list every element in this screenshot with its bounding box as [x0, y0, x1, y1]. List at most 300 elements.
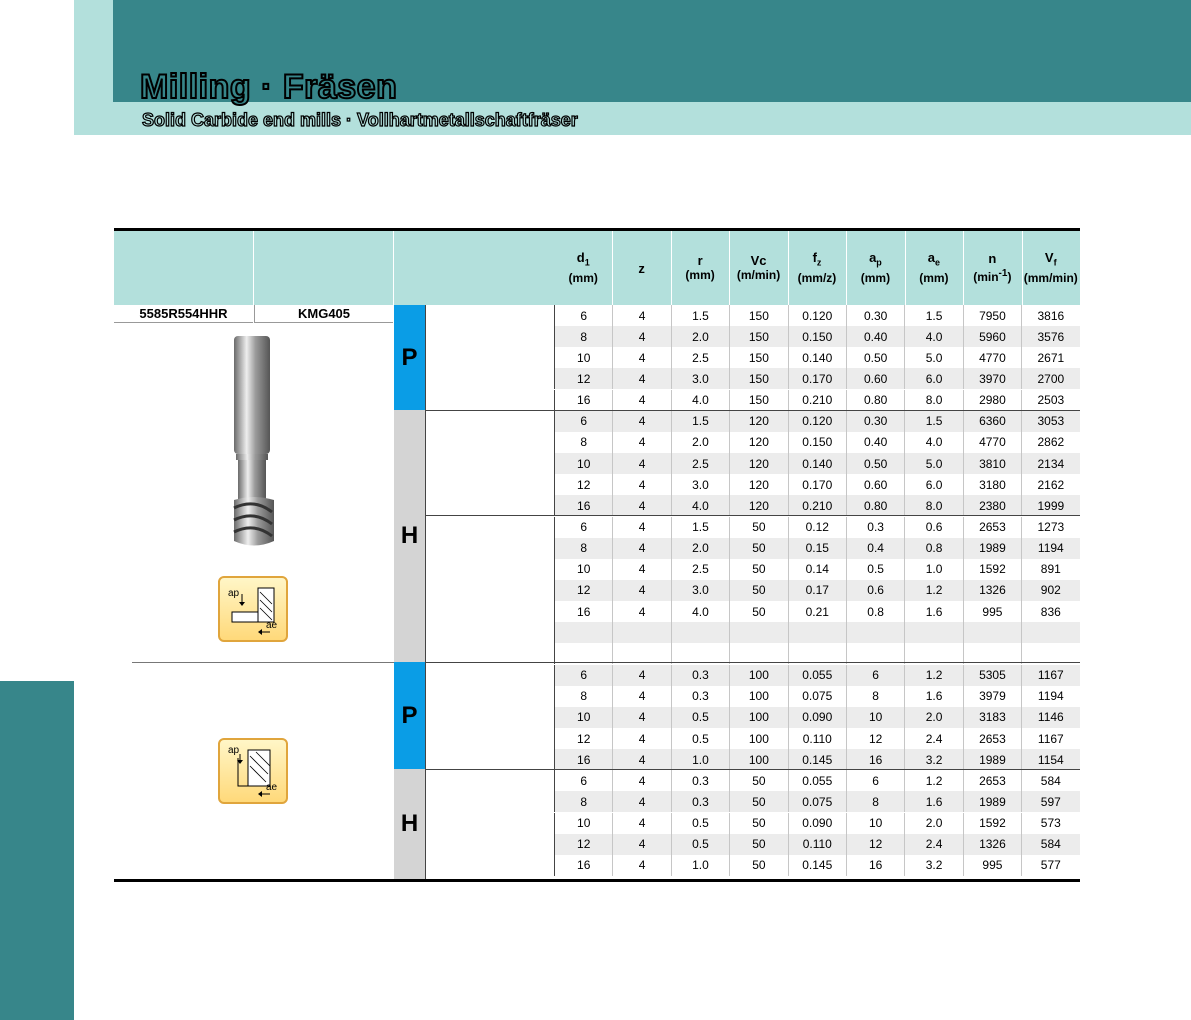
table-cell: 0.30 [846, 411, 904, 432]
column-header [671, 231, 729, 305]
table-cell: 1.0 [671, 855, 729, 876]
header-divider [1022, 231, 1023, 305]
table-cell: 4 [612, 580, 670, 601]
side-milling-icon [218, 576, 288, 642]
column-header [612, 231, 670, 305]
table-cell: 0.170 [788, 368, 846, 389]
table-cell: 2.5 [671, 347, 729, 368]
table-cell: 150 [729, 347, 787, 368]
table-cell: 1146 [1021, 707, 1079, 728]
column-header-symbol: Vc [750, 253, 767, 268]
table-cell: 995 [963, 601, 1021, 622]
table-cell: 8.0 [904, 390, 962, 411]
column-header-unit: (mm) [568, 270, 598, 285]
table-row [554, 707, 1080, 728]
table-cell: 577 [1021, 855, 1079, 876]
slot-milling-icon [218, 738, 288, 804]
table-cell: 10 [554, 559, 612, 580]
table-row [554, 855, 1080, 876]
table-cell: 1989 [963, 538, 1021, 559]
table-cell: 4 [612, 601, 670, 622]
table-cell: 3053 [1021, 411, 1079, 432]
table-row [554, 601, 1080, 622]
table-cell: 1989 [963, 749, 1021, 770]
end-mill-image [226, 336, 282, 551]
table-row [554, 622, 1080, 643]
table-cell: 6 [554, 665, 612, 686]
table-cell: 6 [846, 770, 904, 791]
table-cell: 3576 [1021, 326, 1079, 347]
icon-label-ae: ae [266, 620, 278, 631]
material-p-block: P [394, 662, 425, 769]
table-cell: 120 [729, 495, 787, 516]
column-header-unit: (mm) [919, 270, 949, 285]
table-cell: 891 [1021, 559, 1079, 580]
table-cell: 16 [554, 601, 612, 622]
table-cell: 0.60 [846, 368, 904, 389]
table-cell: 573 [1021, 813, 1079, 834]
table-cell: 8 [554, 686, 612, 707]
column-header [729, 231, 787, 305]
column-header-symbol: r [697, 253, 703, 268]
column-header-symbol: $a_e$ [927, 250, 940, 268]
header-band-light-left [74, 102, 114, 135]
column-header-symbol: $d_1$ [576, 250, 590, 268]
table-cell: 0.5 [671, 813, 729, 834]
table-cell: 0.145 [788, 749, 846, 770]
table-cell: 12 [554, 728, 612, 749]
table-cell: 4 [612, 432, 670, 453]
table-cell: 7950 [963, 305, 1021, 326]
column-header-unit: (mm) [685, 268, 715, 282]
table-cell: 1.2 [904, 580, 962, 601]
column-header [554, 231, 612, 305]
icon-label-ap: ap [228, 588, 240, 599]
table-cell: 0.170 [788, 474, 846, 495]
table-cell: 50 [729, 813, 787, 834]
table-cell: 0.3 [671, 791, 729, 812]
table-cell: 3.0 [671, 474, 729, 495]
table-cell: 120 [729, 453, 787, 474]
table-cell: 50 [729, 538, 787, 559]
column-header-unit: (mm/z) [797, 270, 837, 285]
table-row [554, 791, 1080, 812]
table-cell: 2671 [1021, 347, 1079, 368]
table-cell: 1.5 [904, 305, 962, 326]
column-header [846, 231, 904, 305]
table-cell [788, 622, 846, 643]
table-row [554, 665, 1080, 686]
table-cell: 2.0 [904, 813, 962, 834]
column-header-symbol: $f_z$ [812, 250, 822, 268]
table-cell [1021, 622, 1079, 643]
table-cell: 2380 [963, 495, 1021, 516]
table-cell: 2162 [1021, 474, 1079, 495]
table-cell: 4 [612, 770, 670, 791]
table-cell: 0.5 [846, 559, 904, 580]
table-cell: 4 [612, 707, 670, 728]
table-cell: 10 [554, 707, 612, 728]
header-divider [612, 231, 613, 305]
table-cell: 5305 [963, 665, 1021, 686]
table-cell: 2.0 [671, 326, 729, 347]
table-cell: 4 [612, 453, 670, 474]
table-cell: 0.090 [788, 707, 846, 728]
table-cell: 4 [612, 305, 670, 326]
table-cell: 1.2 [904, 770, 962, 791]
table-cell: 2653 [963, 728, 1021, 749]
table-cell: 1273 [1021, 517, 1079, 538]
table-cell: 597 [1021, 791, 1079, 812]
header-divider [963, 231, 964, 305]
column-header [963, 231, 1021, 305]
table-cell: 4 [612, 559, 670, 580]
table-cell: 4 [612, 538, 670, 559]
table-cell: 4.0 [671, 390, 729, 411]
table-row [554, 728, 1080, 749]
table-cell: 0.150 [788, 326, 846, 347]
table-cell: 4.0 [671, 495, 729, 516]
header-divider [788, 231, 789, 305]
table-cell: 50 [729, 791, 787, 812]
table-cell: 0.140 [788, 453, 846, 474]
table-cell: 8 [554, 791, 612, 812]
table-cell: 2653 [963, 770, 1021, 791]
group-divider [425, 662, 1080, 663]
table-cell: 0.145 [788, 855, 846, 876]
table-cell: 4 [612, 517, 670, 538]
table-cell: 4770 [963, 432, 1021, 453]
table-cell: 0.8 [904, 538, 962, 559]
table-cell: 3816 [1021, 305, 1079, 326]
table-cell: 0.3 [846, 517, 904, 538]
tool-code: 5585R554HHR [114, 305, 253, 323]
table-row [554, 749, 1080, 770]
table-cell: 2503 [1021, 390, 1079, 411]
table-cell: 1.5 [671, 411, 729, 432]
table-cell: 4 [612, 749, 670, 770]
table-cell: 100 [729, 665, 787, 686]
table-cell: 1592 [963, 813, 1021, 834]
table-cell: 0.075 [788, 686, 846, 707]
table-cell: 3970 [963, 368, 1021, 389]
table-cell: 4 [612, 347, 670, 368]
table-cell: 10 [846, 813, 904, 834]
column-header-symbol: n [988, 251, 997, 266]
header-divider [905, 231, 906, 305]
icon-label-ap: ap [228, 745, 240, 756]
group-divider [425, 515, 1080, 516]
table-cell: 6.0 [904, 368, 962, 389]
table-cell: 4 [612, 326, 670, 347]
table-cell: 0.4 [846, 538, 904, 559]
table-cell: 8 [554, 326, 612, 347]
table-row [554, 347, 1080, 368]
table-cell: 2.0 [671, 432, 729, 453]
table-cell: 2.0 [671, 538, 729, 559]
table-cell: 1.5 [671, 517, 729, 538]
table-cell: 5.0 [904, 347, 962, 368]
table-cell [846, 622, 904, 643]
column-header [788, 231, 846, 305]
table-cell: 0.6 [904, 517, 962, 538]
table-cell: 995 [963, 855, 1021, 876]
table-cell: 0.5 [671, 707, 729, 728]
table-cell: 1326 [963, 834, 1021, 855]
table-cell: 150 [729, 368, 787, 389]
table-cell: 0.3 [671, 686, 729, 707]
table-cell: 4.0 [904, 432, 962, 453]
table-row [554, 432, 1080, 453]
table-cell: 10 [554, 453, 612, 474]
table-cell: 2.5 [671, 559, 729, 580]
table-cell: 0.5 [671, 834, 729, 855]
header-divider [729, 231, 730, 305]
table-row [554, 517, 1080, 538]
table-cell: 0.075 [788, 791, 846, 812]
table-cell: 1167 [1021, 728, 1079, 749]
table-cell: 3810 [963, 453, 1021, 474]
table-cell: 120 [729, 411, 787, 432]
table-cell: 50 [729, 601, 787, 622]
table-cell: 150 [729, 326, 787, 347]
table-cell: 50 [729, 855, 787, 876]
table-cell: 4 [612, 474, 670, 495]
column-header-symbol: z [638, 260, 645, 276]
header-divider [671, 231, 672, 305]
side-tab [0, 681, 74, 1020]
table-cell [671, 622, 729, 643]
table-row [554, 813, 1080, 834]
table-cell: 4 [612, 368, 670, 389]
table-cell: 120 [729, 474, 787, 495]
table-cell: 0.6 [846, 580, 904, 601]
table-cell: 0.30 [846, 305, 904, 326]
header-divider [253, 231, 254, 305]
table-cell: 16 [554, 749, 612, 770]
table-cell: 0.12 [788, 517, 846, 538]
column-header-unit: (mm) [860, 270, 891, 285]
table-cell: 16 [554, 390, 612, 411]
table-cell: 3.2 [904, 855, 962, 876]
table-cell: 0.140 [788, 347, 846, 368]
column-header-unit: (mm/min) [1023, 270, 1078, 285]
table-row [554, 326, 1080, 347]
table-cell [612, 622, 670, 643]
group-divider [425, 410, 1080, 411]
page-margin [0, 0, 74, 135]
table-cell: 1.0 [904, 559, 962, 580]
table-cell: 3979 [963, 686, 1021, 707]
material-h-block: H [394, 769, 425, 879]
table-cell: 0.21 [788, 601, 846, 622]
table-row [554, 390, 1080, 411]
column-header-unit: $(\min^{-1})$ [973, 268, 1012, 284]
table-cell: 8 [846, 791, 904, 812]
table-cell: 2862 [1021, 432, 1079, 453]
table-cell: 0.40 [846, 326, 904, 347]
table-cell: 836 [1021, 601, 1079, 622]
column-header [1022, 231, 1080, 305]
table-cell: 4770 [963, 347, 1021, 368]
table-cell: 0.5 [671, 728, 729, 749]
table-cell [554, 622, 612, 643]
table-cell: 1.6 [904, 686, 962, 707]
table-cell: 902 [1021, 580, 1079, 601]
table-cell: 4 [612, 728, 670, 749]
description-column [425, 305, 554, 879]
table-cell [963, 622, 1021, 643]
table-cell: 1194 [1021, 538, 1079, 559]
table-cell: 0.120 [788, 305, 846, 326]
column-header-unit: (m/min) [736, 268, 781, 282]
table-cell: 100 [729, 686, 787, 707]
table-cell: 8.0 [904, 495, 962, 516]
table-cell: 3.2 [904, 749, 962, 770]
section-divider [132, 662, 394, 663]
table-cell: 2980 [963, 390, 1021, 411]
table-cell: 0.110 [788, 728, 846, 749]
table-cell: 50 [729, 770, 787, 791]
table-cell: 3.0 [671, 368, 729, 389]
table-cell: 4 [612, 834, 670, 855]
table-cell: 1592 [963, 559, 1021, 580]
table-row [554, 495, 1080, 516]
table-cell: 10 [554, 347, 612, 368]
table-cell: 0.80 [846, 495, 904, 516]
table-row [554, 411, 1080, 432]
table-cell: 1194 [1021, 686, 1079, 707]
material-p-block: P [394, 305, 425, 410]
table-cell: 4 [612, 686, 670, 707]
table-cell: 2653 [963, 517, 1021, 538]
table-cell: 0.15 [788, 538, 846, 559]
table-cell: 12 [846, 834, 904, 855]
table-cell: 6 [554, 411, 612, 432]
table-bottom-rule [114, 879, 1080, 882]
table-cell: 4 [612, 855, 670, 876]
table-cell: 2.0 [904, 707, 962, 728]
table-cell: 12 [554, 834, 612, 855]
table-cell: 6 [554, 770, 612, 791]
table-cell: 8 [846, 686, 904, 707]
table-cell: 0.055 [788, 770, 846, 791]
table-cell: 16 [554, 495, 612, 516]
table-cell: 4 [612, 495, 670, 516]
table-cell: 1154 [1021, 749, 1079, 770]
table-cell: 100 [729, 728, 787, 749]
table-cell: 3.0 [671, 580, 729, 601]
table-cell: 0.055 [788, 665, 846, 686]
table-cell: 6 [554, 305, 612, 326]
page-subtitle: Solid Carbide end mills · Vollhartmetallschaftfräser [142, 110, 578, 130]
cutting-data-table [114, 228, 1080, 882]
table-cell: 2700 [1021, 368, 1079, 389]
table-cell: 100 [729, 707, 787, 728]
table-cell [904, 622, 962, 643]
table-cell: 0.090 [788, 813, 846, 834]
table-cell: 1167 [1021, 665, 1079, 686]
table-cell: 1.0 [671, 749, 729, 770]
table-cell: 50 [729, 580, 787, 601]
table-row [554, 453, 1080, 474]
table-cell: 2.4 [904, 834, 962, 855]
group-divider [425, 769, 1080, 770]
icon-label-ae: ae [266, 782, 278, 793]
table-cell: 0.50 [846, 347, 904, 368]
table-row [554, 834, 1080, 855]
table-cell: 0.8 [846, 601, 904, 622]
table-cell: 12 [846, 728, 904, 749]
table-cell: 1.5 [671, 305, 729, 326]
table-cell: 10 [554, 813, 612, 834]
table-cell: 6360 [963, 411, 1021, 432]
table-cell: 6 [846, 665, 904, 686]
table-cell: 4 [612, 390, 670, 411]
table-cell: 50 [729, 834, 787, 855]
table-cell: 150 [729, 390, 787, 411]
column-header-symbol: $V_f$ [1044, 250, 1057, 268]
table-cell: 1.6 [904, 601, 962, 622]
table-row [554, 770, 1080, 791]
table-cell: 584 [1021, 770, 1079, 791]
table-cell: 2.4 [904, 728, 962, 749]
table-cell: 50 [729, 559, 787, 580]
table-cell: 0.80 [846, 390, 904, 411]
header-divider [846, 231, 847, 305]
table-cell: 5.0 [904, 453, 962, 474]
table-row [554, 686, 1080, 707]
table-row [554, 580, 1080, 601]
table-cell: 50 [729, 517, 787, 538]
table-cell: 6.0 [904, 474, 962, 495]
table-cell: 1.5 [904, 411, 962, 432]
table-cell: 4 [612, 791, 670, 812]
column-header-symbol: $a_p$ [869, 250, 882, 268]
table-cell: 0.110 [788, 834, 846, 855]
table-cell: 0.150 [788, 432, 846, 453]
table-cell: 0.3 [671, 665, 729, 686]
table-cell: 1326 [963, 580, 1021, 601]
table-row [554, 559, 1080, 580]
table-cell: 150 [729, 305, 787, 326]
table-cell: 0.17 [788, 580, 846, 601]
table-cell: 16 [846, 855, 904, 876]
table-cell: 8 [554, 432, 612, 453]
table-cell: 0.210 [788, 495, 846, 516]
table-cell: 0.120 [788, 411, 846, 432]
table-cell [729, 622, 787, 643]
table-cell: 0.50 [846, 453, 904, 474]
header-divider [393, 231, 394, 305]
table-cell: 0.3 [671, 770, 729, 791]
tool-grade: KMG405 [254, 305, 393, 323]
table-cell: 12 [554, 580, 612, 601]
table-cell: 1999 [1021, 495, 1079, 516]
table-cell: 120 [729, 432, 787, 453]
table-cell: 0.14 [788, 559, 846, 580]
table-cell: 4.0 [671, 601, 729, 622]
table-row [554, 305, 1080, 326]
table-cell: 1.2 [904, 665, 962, 686]
table-cell: 100 [729, 749, 787, 770]
table-cell: 4 [612, 813, 670, 834]
table-cell: 0.40 [846, 432, 904, 453]
table-cell: 6 [554, 517, 612, 538]
table-cell: 5960 [963, 326, 1021, 347]
table-row [554, 538, 1080, 559]
table-cell: 0.210 [788, 390, 846, 411]
